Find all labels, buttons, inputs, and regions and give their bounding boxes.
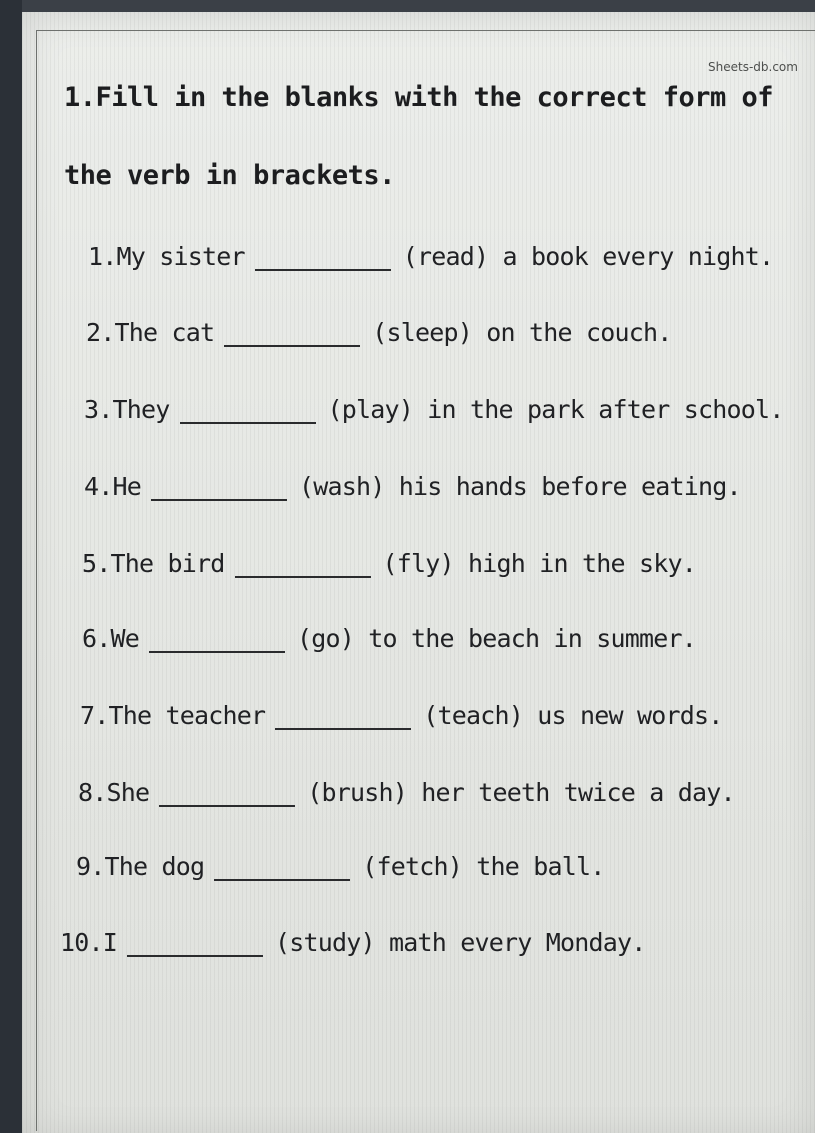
answer-blank[interactable]: [149, 651, 285, 653]
exercise-title-line-2: the verb in brackets.: [64, 160, 395, 191]
answer-blank[interactable]: [275, 728, 411, 730]
answer-blank[interactable]: [159, 805, 295, 807]
question-verb-clause: (go) to the beach in summer.: [297, 624, 697, 653]
question-2: [86, 318, 672, 347]
question-10: [60, 928, 646, 957]
question-4: [84, 472, 741, 501]
question-verb-clause: (study) math every Monday.: [275, 928, 646, 957]
question-subject: 9.The dog: [76, 852, 205, 881]
question-subject: 1.My sister: [88, 242, 245, 271]
question-verb-clause: (read) a book every night.: [402, 242, 774, 271]
answer-blank[interactable]: [255, 269, 391, 271]
watermark: Sheets-db.com: [708, 60, 798, 74]
question-subject: 5.The bird: [82, 549, 225, 578]
answer-blank[interactable]: [151, 499, 287, 501]
question-subject: 7.The teacher: [80, 701, 266, 730]
question-subject: 4.He: [84, 472, 142, 501]
answer-blank[interactable]: [224, 345, 360, 347]
answer-blank[interactable]: [235, 576, 371, 578]
question-subject: 2.The cat: [86, 318, 215, 347]
question-verb-clause: (fly) high in the sky.: [382, 549, 697, 578]
exercise-title-line-1: 1.Fill in the blanks with the correct form of: [64, 82, 773, 113]
question-subject: 3.They: [84, 395, 170, 424]
question-subject: 6.We: [82, 624, 140, 653]
question-verb-clause: (teach) us new words.: [423, 701, 723, 730]
question-verb-clause: (brush) her teeth twice a day.: [307, 778, 735, 807]
question-6: [82, 624, 696, 653]
answer-blank[interactable]: [214, 879, 350, 881]
monitor-bezel-left: [0, 0, 22, 1133]
question-3: [84, 395, 784, 424]
worksheet-frame: [36, 30, 815, 1131]
answer-blank[interactable]: [127, 955, 263, 957]
question-verb-clause: (play) in the park after school.: [327, 395, 784, 424]
question-9: [76, 852, 605, 881]
question-subject: 8.She: [78, 778, 150, 807]
question-8: [78, 778, 735, 807]
question-7: [80, 701, 723, 730]
question-verb-clause: (sleep) on the couch.: [372, 318, 672, 347]
answer-blank[interactable]: [180, 422, 316, 424]
question-verb-clause: (wash) his hands before eating.: [299, 472, 741, 501]
question-verb-clause: (fetch) the ball.: [362, 852, 605, 881]
question-subject: 10.I: [60, 928, 118, 957]
question-5: [82, 549, 696, 578]
question-1: [88, 242, 773, 271]
